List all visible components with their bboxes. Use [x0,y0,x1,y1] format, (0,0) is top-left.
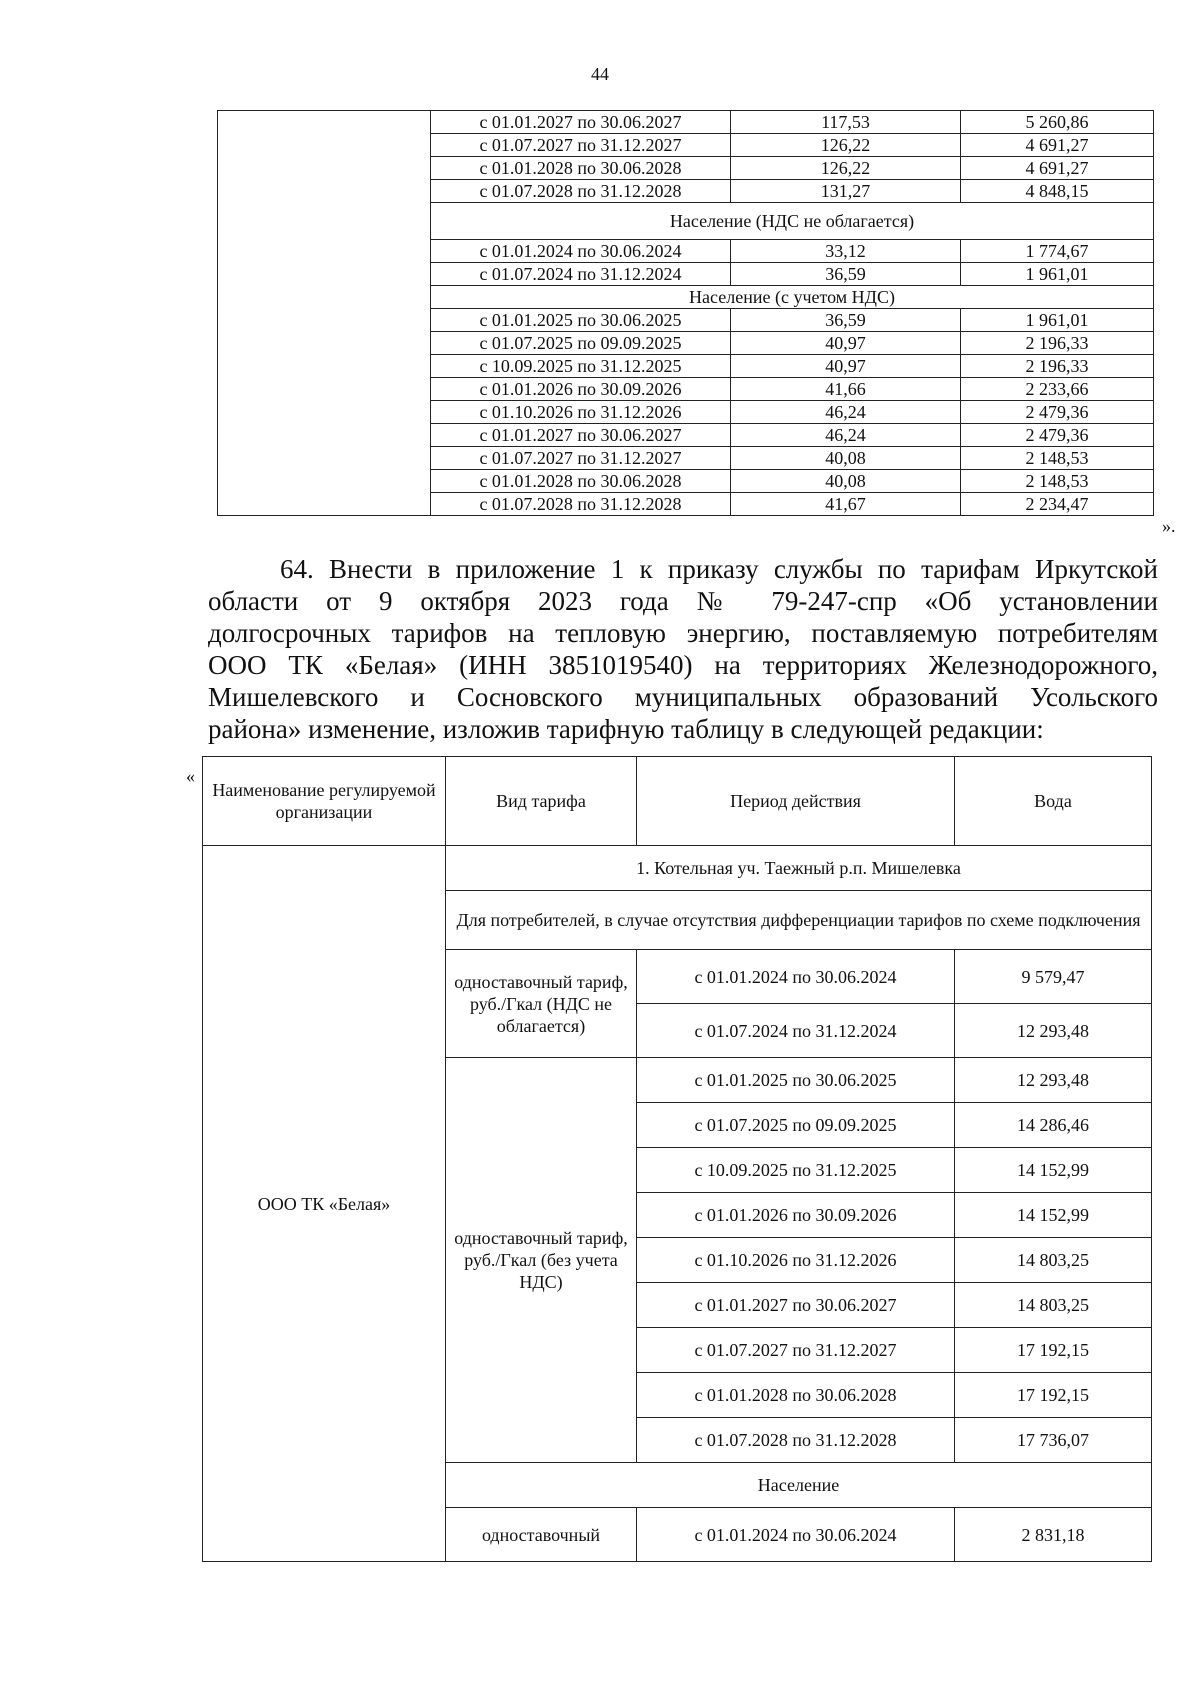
period-cell: с 01.07.2028 по 31.12.2028 [431,180,731,203]
value-cell: 117,53 [731,111,961,134]
paragraph-line: 64. Внести в приложение 1 к приказу службы по тарифам Иркутской [280,554,1158,584]
section-heading: Население (с учетом НДС) [431,286,1154,309]
org-name-cell: ООО ТК «Белая» [203,846,446,1562]
period-cell: с 01.07.2027 по 31.12.2027 [431,134,731,157]
value-cell: 40,08 [731,447,961,470]
value-cell: 126,22 [731,157,961,180]
period-cell: с 01.07.2027 по 31.12.2027 [637,1328,955,1373]
value-cell: 12 293,48 [955,1058,1152,1103]
period-cell: с 01.07.2025 по 09.09.2025 [637,1103,955,1148]
value-cell: 17 192,15 [955,1328,1152,1373]
value-cell: 12 293,48 [955,1004,1152,1058]
value-cell: 4 848,15 [961,180,1154,203]
header-water: Вода [955,757,1152,846]
opening-quote: « [186,766,195,786]
value-cell: 2 148,53 [961,447,1154,470]
value-cell: 2 479,36 [961,424,1154,447]
population-title: Население [446,1463,1152,1508]
value-cell: 14 803,25 [955,1238,1152,1283]
period-cell: с 01.01.2027 по 30.06.2027 [637,1283,955,1328]
value-cell: 2 196,33 [961,332,1154,355]
value-cell: 2 831,18 [955,1508,1152,1562]
value-cell: 4 691,27 [961,157,1154,180]
value-cell: 40,08 [731,470,961,493]
value-cell: 46,24 [731,401,961,424]
period-cell: с 01.10.2026 по 31.12.2026 [637,1238,955,1283]
paragraph-line: области от 9 октября 2023 года № 79-247-спр «Об установлении [208,586,1158,616]
tariff-type-cell: одноставочный [446,1508,637,1562]
period-cell: с 10.09.2025 по 31.12.2025 [637,1148,955,1193]
value-cell: 14 286,46 [955,1103,1152,1148]
section-heading: Население (НДС не облагается) [431,203,1154,240]
value-cell: 33,12 [731,240,961,263]
consumers-note: Для потребителей, в случае отсутствия дифференциации тарифов по схеме подключения [446,891,1152,950]
table-row [218,111,1154,134]
header-org: Наименование регулируемой организации [203,757,446,846]
tariff-type-cell: одноставочный тариф, руб./Гкал (без учета НДС) [446,1058,637,1463]
value-cell: 14 152,99 [955,1193,1152,1238]
period-cell: с 01.01.2024 по 30.06.2024 [637,1508,955,1562]
value-cell: 17 192,15 [955,1373,1152,1418]
value-cell: 40,97 [731,332,961,355]
value-cell: 1 774,67 [961,240,1154,263]
value-cell: 36,59 [731,309,961,332]
period-cell: с 01.01.2026 по 30.09.2026 [431,378,731,401]
paragraph-line: Мишелевского и Сосновского муниципальных образований Усольского [208,682,1158,712]
value-cell: 2 233,66 [961,378,1154,401]
period-cell: с 01.01.2028 по 30.06.2028 [637,1373,955,1418]
value-cell: 2 148,53 [961,470,1154,493]
tariff-table-continuation [217,110,1154,516]
paragraph-line: долгосрочных тарифов на тепловую энергию, поставляемую потребителям [208,618,1158,648]
period-cell: с 01.07.2024 по 31.12.2024 [637,1004,955,1058]
header-period: Период действия [637,757,955,846]
value-cell: 9 579,47 [955,950,1152,1004]
value-cell: 14 152,99 [955,1148,1152,1193]
value-cell: 5 260,86 [961,111,1154,134]
period-cell: с 01.01.2027 по 30.06.2027 [431,424,731,447]
period-cell: с 01.10.2026 по 31.12.2026 [431,401,731,424]
header-tariff-type: Вид тарифа [446,757,637,846]
section-title: 1. Котельная уч. Таежный р.п. Мишелевка [446,846,1152,891]
period-cell: с 01.07.2024 по 31.12.2024 [431,263,731,286]
period-cell: с 10.09.2025 по 31.12.2025 [431,355,731,378]
period-cell: с 01.01.2028 по 30.06.2028 [431,157,731,180]
table-section-row [203,846,1152,891]
value-cell: 17 736,07 [955,1418,1152,1463]
period-cell: с 01.01.2025 по 30.06.2025 [637,1058,955,1103]
period-cell: с 01.07.2028 по 31.12.2028 [431,493,731,516]
value-cell: 131,27 [731,180,961,203]
paragraph-64 [208,553,1158,745]
value-cell: 1 961,01 [961,263,1154,286]
value-cell: 40,97 [731,355,961,378]
period-cell: с 01.01.2025 по 30.06.2025 [431,309,731,332]
closing-quote: ». [1162,516,1176,536]
value-cell: 41,67 [731,493,961,516]
paragraph-line: района» изменение, изложив тарифную таблицу в следующей редакции: [208,714,1044,744]
value-cell: 126,22 [731,134,961,157]
value-cell: 41,66 [731,378,961,401]
period-cell: с 01.07.2028 по 31.12.2028 [637,1418,955,1463]
table-header-row [203,757,1152,846]
period-cell: с 01.01.2028 по 30.06.2028 [431,470,731,493]
period-cell: с 01.01.2024 по 30.06.2024 [637,950,955,1004]
value-cell: 2 196,33 [961,355,1154,378]
period-cell: с 01.01.2027 по 30.06.2027 [431,111,731,134]
tariff-type-cell: одноставочный тариф, руб./Гкал (НДС не облагается) [446,950,637,1058]
value-cell: 46,24 [731,424,961,447]
org-cell-empty [218,111,431,516]
period-cell: с 01.07.2025 по 09.09.2025 [431,332,731,355]
page-number: 44 [591,64,609,84]
value-cell: 36,59 [731,263,961,286]
value-cell: 2 234,47 [961,493,1154,516]
value-cell: 2 479,36 [961,401,1154,424]
tariff-table [202,756,1152,1562]
value-cell: 1 961,01 [961,309,1154,332]
period-cell: с 01.01.2024 по 30.06.2024 [431,240,731,263]
period-cell: с 01.01.2026 по 30.09.2026 [637,1193,955,1238]
value-cell: 4 691,27 [961,134,1154,157]
value-cell: 14 803,25 [955,1283,1152,1328]
period-cell: с 01.07.2027 по 31.12.2027 [431,447,731,470]
paragraph-line: ООО ТК «Белая» (ИНН 3851019540) на территориях Железнодорожного, [208,650,1158,680]
